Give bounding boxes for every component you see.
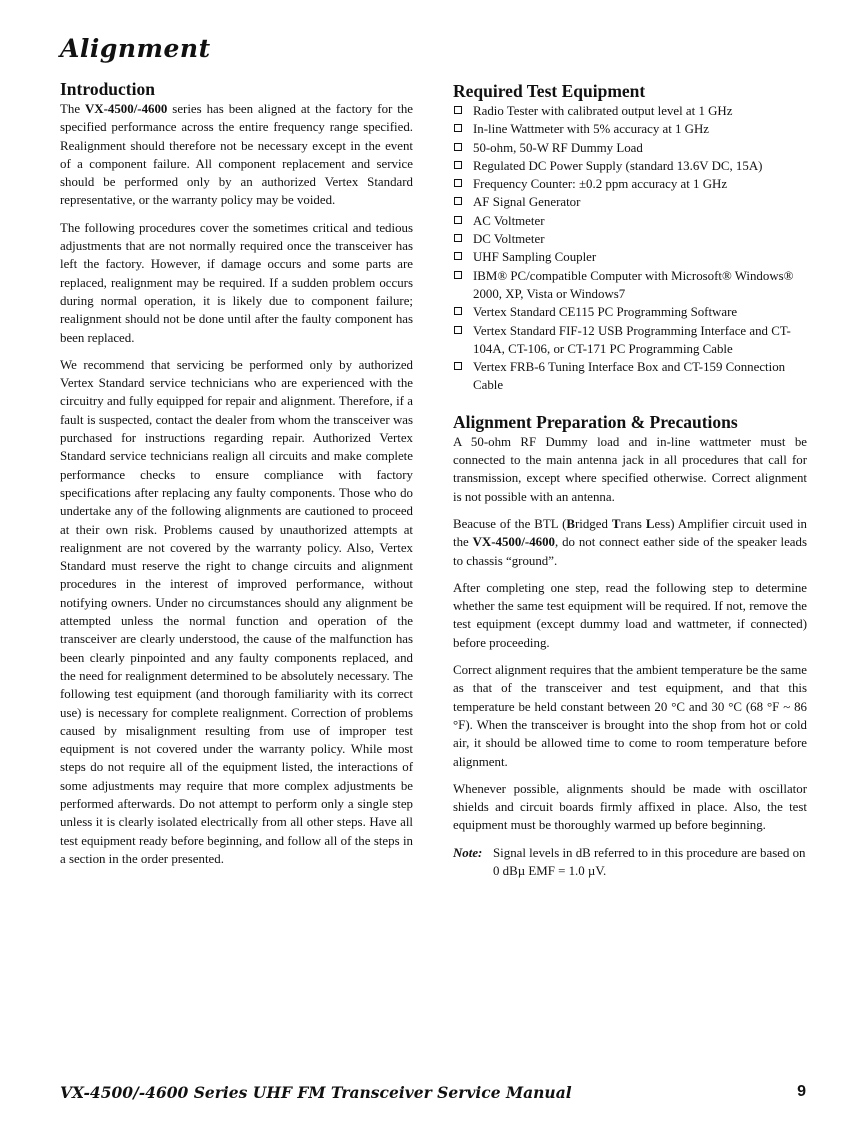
checkbox-icon bbox=[454, 307, 462, 315]
checkbox-icon bbox=[454, 124, 462, 132]
page-title: Alignment bbox=[60, 34, 211, 63]
list-item: AC Voltmeter bbox=[453, 212, 807, 230]
intro-p1-prefix: The bbox=[60, 102, 85, 116]
preparation-paragraph-4: Correct alignment requires that the ambient temperature be the same as that of the transceiver and test equipment, and that this temperature be held constant between 20 °C and 30 °C (68 °F ~ 86 °F). When the transceiver is brought into the shop from hot or cold air, it should be allowed time to come to room temperature before alignment. bbox=[453, 663, 807, 769]
preparation-paragraph-3: After completing one step, read the following step to determine whether the same test equipment will be required. If not, remove the test equipment (except dummy load and wattmeter, if connected) before proceeding. bbox=[453, 580, 807, 650]
introduction-paragraph-1 bbox=[60, 100, 413, 210]
list-item: 50-ohm, 50-W RF Dummy Load bbox=[453, 139, 807, 157]
checkbox-icon bbox=[454, 252, 462, 260]
checkbox-icon bbox=[454, 143, 462, 151]
model-name: VX-4500/-4600 bbox=[472, 535, 555, 550]
preparation-paragraph-2: Beacuse of the BTL (Bridged Trans Less) Amplifier circuit used in the VX-4500/-4600, do not connect eather side of the speaker leads to chassis “ground”. bbox=[453, 516, 807, 568]
checkbox-icon bbox=[454, 271, 462, 279]
list-item: Vertex Standard CE115 PC Programming Software bbox=[453, 303, 807, 321]
checkbox-icon bbox=[454, 234, 462, 242]
page-number: 9 bbox=[797, 1083, 806, 1100]
footer-title: VX-4500/-4600 Series UHF FM Transceiver Service Manual bbox=[60, 1083, 572, 1102]
checkbox-icon bbox=[454, 161, 462, 169]
list-item: Regulated DC Power Supply (standard 13.6V DC, 15A) bbox=[453, 157, 807, 175]
list-item: AF Signal Generator bbox=[453, 193, 807, 211]
list-item: Vertex Standard FIF-12 USB Programming Interface and CT-104A, CT-106, or CT-171 PC Programming Cable bbox=[453, 322, 807, 359]
note-label: Note: bbox=[453, 845, 483, 860]
checkbox-icon bbox=[454, 362, 462, 370]
preparation-paragraph-1: A 50-ohm RF Dummy load and in-line wattmeter must be connected to the main antenna jack in all procedures that call for transmission, except where specified otherwise. Correct alignment is not possible with an antenna. bbox=[453, 434, 807, 504]
model-name: VX-4500/-4600 bbox=[85, 102, 168, 116]
list-item: Frequency Counter: ±0.2 ppm accuracy at 1 GHz bbox=[453, 175, 807, 193]
list-item: Radio Tester with calibrated output level at 1 GHz bbox=[453, 102, 807, 120]
preparation-paragraph-5: Whenever possible, alignments should be made with oscillator shields and circuit boards firmly affixed in place. Also, the test equipment must be thoroughly warmed up before beginning. bbox=[453, 781, 807, 833]
checkbox-icon bbox=[454, 106, 462, 114]
introduction-paragraph-2: The following procedures cover the sometimes critical and tedious adjustments that are not normally required once the transceiver has left the factory. However, if damage occurs and some parts are replaced, realignment may be required. If a sudden problem occurs during normal operation, it is likely due to component failure; realignment should not be done until after the faulty component has been replaced. bbox=[60, 220, 413, 345]
left-column bbox=[60, 78, 413, 877]
intro-p1-rest: series has been aligned at the factory for the specified performance across the entire frequency range specified. Realignment should therefore not be necessary except in the event of a component failure. All component replacement and service should be performed only by an authorized Vertex Standard representative, or the warranty policy may be voided. bbox=[60, 102, 413, 208]
equipment-heading: Required Test Equipment bbox=[453, 81, 646, 101]
checkbox-icon bbox=[454, 326, 462, 334]
list-item: Vertex FRB-6 Tuning Interface Box and CT-159 Connection Cable bbox=[453, 358, 807, 395]
right-column bbox=[453, 80, 807, 880]
note bbox=[453, 844, 807, 881]
checkbox-icon bbox=[454, 216, 462, 224]
checkbox-icon bbox=[454, 179, 462, 187]
note-text: Signal levels in dB referred to in this procedure are based on 0 dBµ EMF = 1.0 µV. bbox=[493, 845, 806, 878]
checkbox-icon bbox=[454, 197, 462, 205]
introduction-heading: Introduction bbox=[60, 79, 155, 99]
list-item: UHF Sampling Coupler bbox=[453, 248, 807, 266]
preparation-heading: Alignment Preparation & Precautions bbox=[453, 411, 738, 432]
list-item: In-line Wattmeter with 5% accuracy at 1 GHz bbox=[453, 120, 807, 138]
list-item: IBM® PC/compatible Computer with Microsoft® Windows® 2000, XP, Vista or Windows7 bbox=[453, 267, 807, 304]
introduction-paragraph-3: We recommend that servicing be performed only by authorized Vertex Standard service technicians who are experienced with the circuitry and fully equipped for repair and alignment. Therefore, if a fault is suspected, contact the dealer from whom the transceiver was purchased for instructions regarding repair. Authorized Vertex Standard service technicians realign all circuits and make complete performance checks to ensure compliance with factory specifications after replacing any faulty components. Those who do undertake any of the following alignments are cautioned to proceed at their own risk. Problems caused by unauthorized attempts at realignment are not covered by the warranty policy. Also, Vertex Standard must reserve the right to change circuits and alignment procedures in the interest of improved performance, without notifying owners. Under no circumstances should any alignment be attempted unless the normal function and operation of the transceiver are clearly understood, the cause of the malfunction has been clearly pinpointed and any faulty components replaced, and the need for realignment determined to be absolutely necessary. The following test equipment (and thorough familiarity with its correct use) is necessary for complete realignment. Correction of problems caused by misalignment resulting from use of improper test equipment is not covered under the warranty policy. While most steps do not require all of the equipment listed, the interactions of some adjustments may require that more complex adjustments be performed afterwards. Do not attempt to perform only a single step unless it is clearly isolated electrically from all other steps. Have all test equipment ready before beginning, and follow all of the steps in a section in the order presented. bbox=[60, 357, 413, 866]
list-item: DC Voltmeter bbox=[453, 230, 807, 248]
equipment-list bbox=[453, 102, 807, 395]
